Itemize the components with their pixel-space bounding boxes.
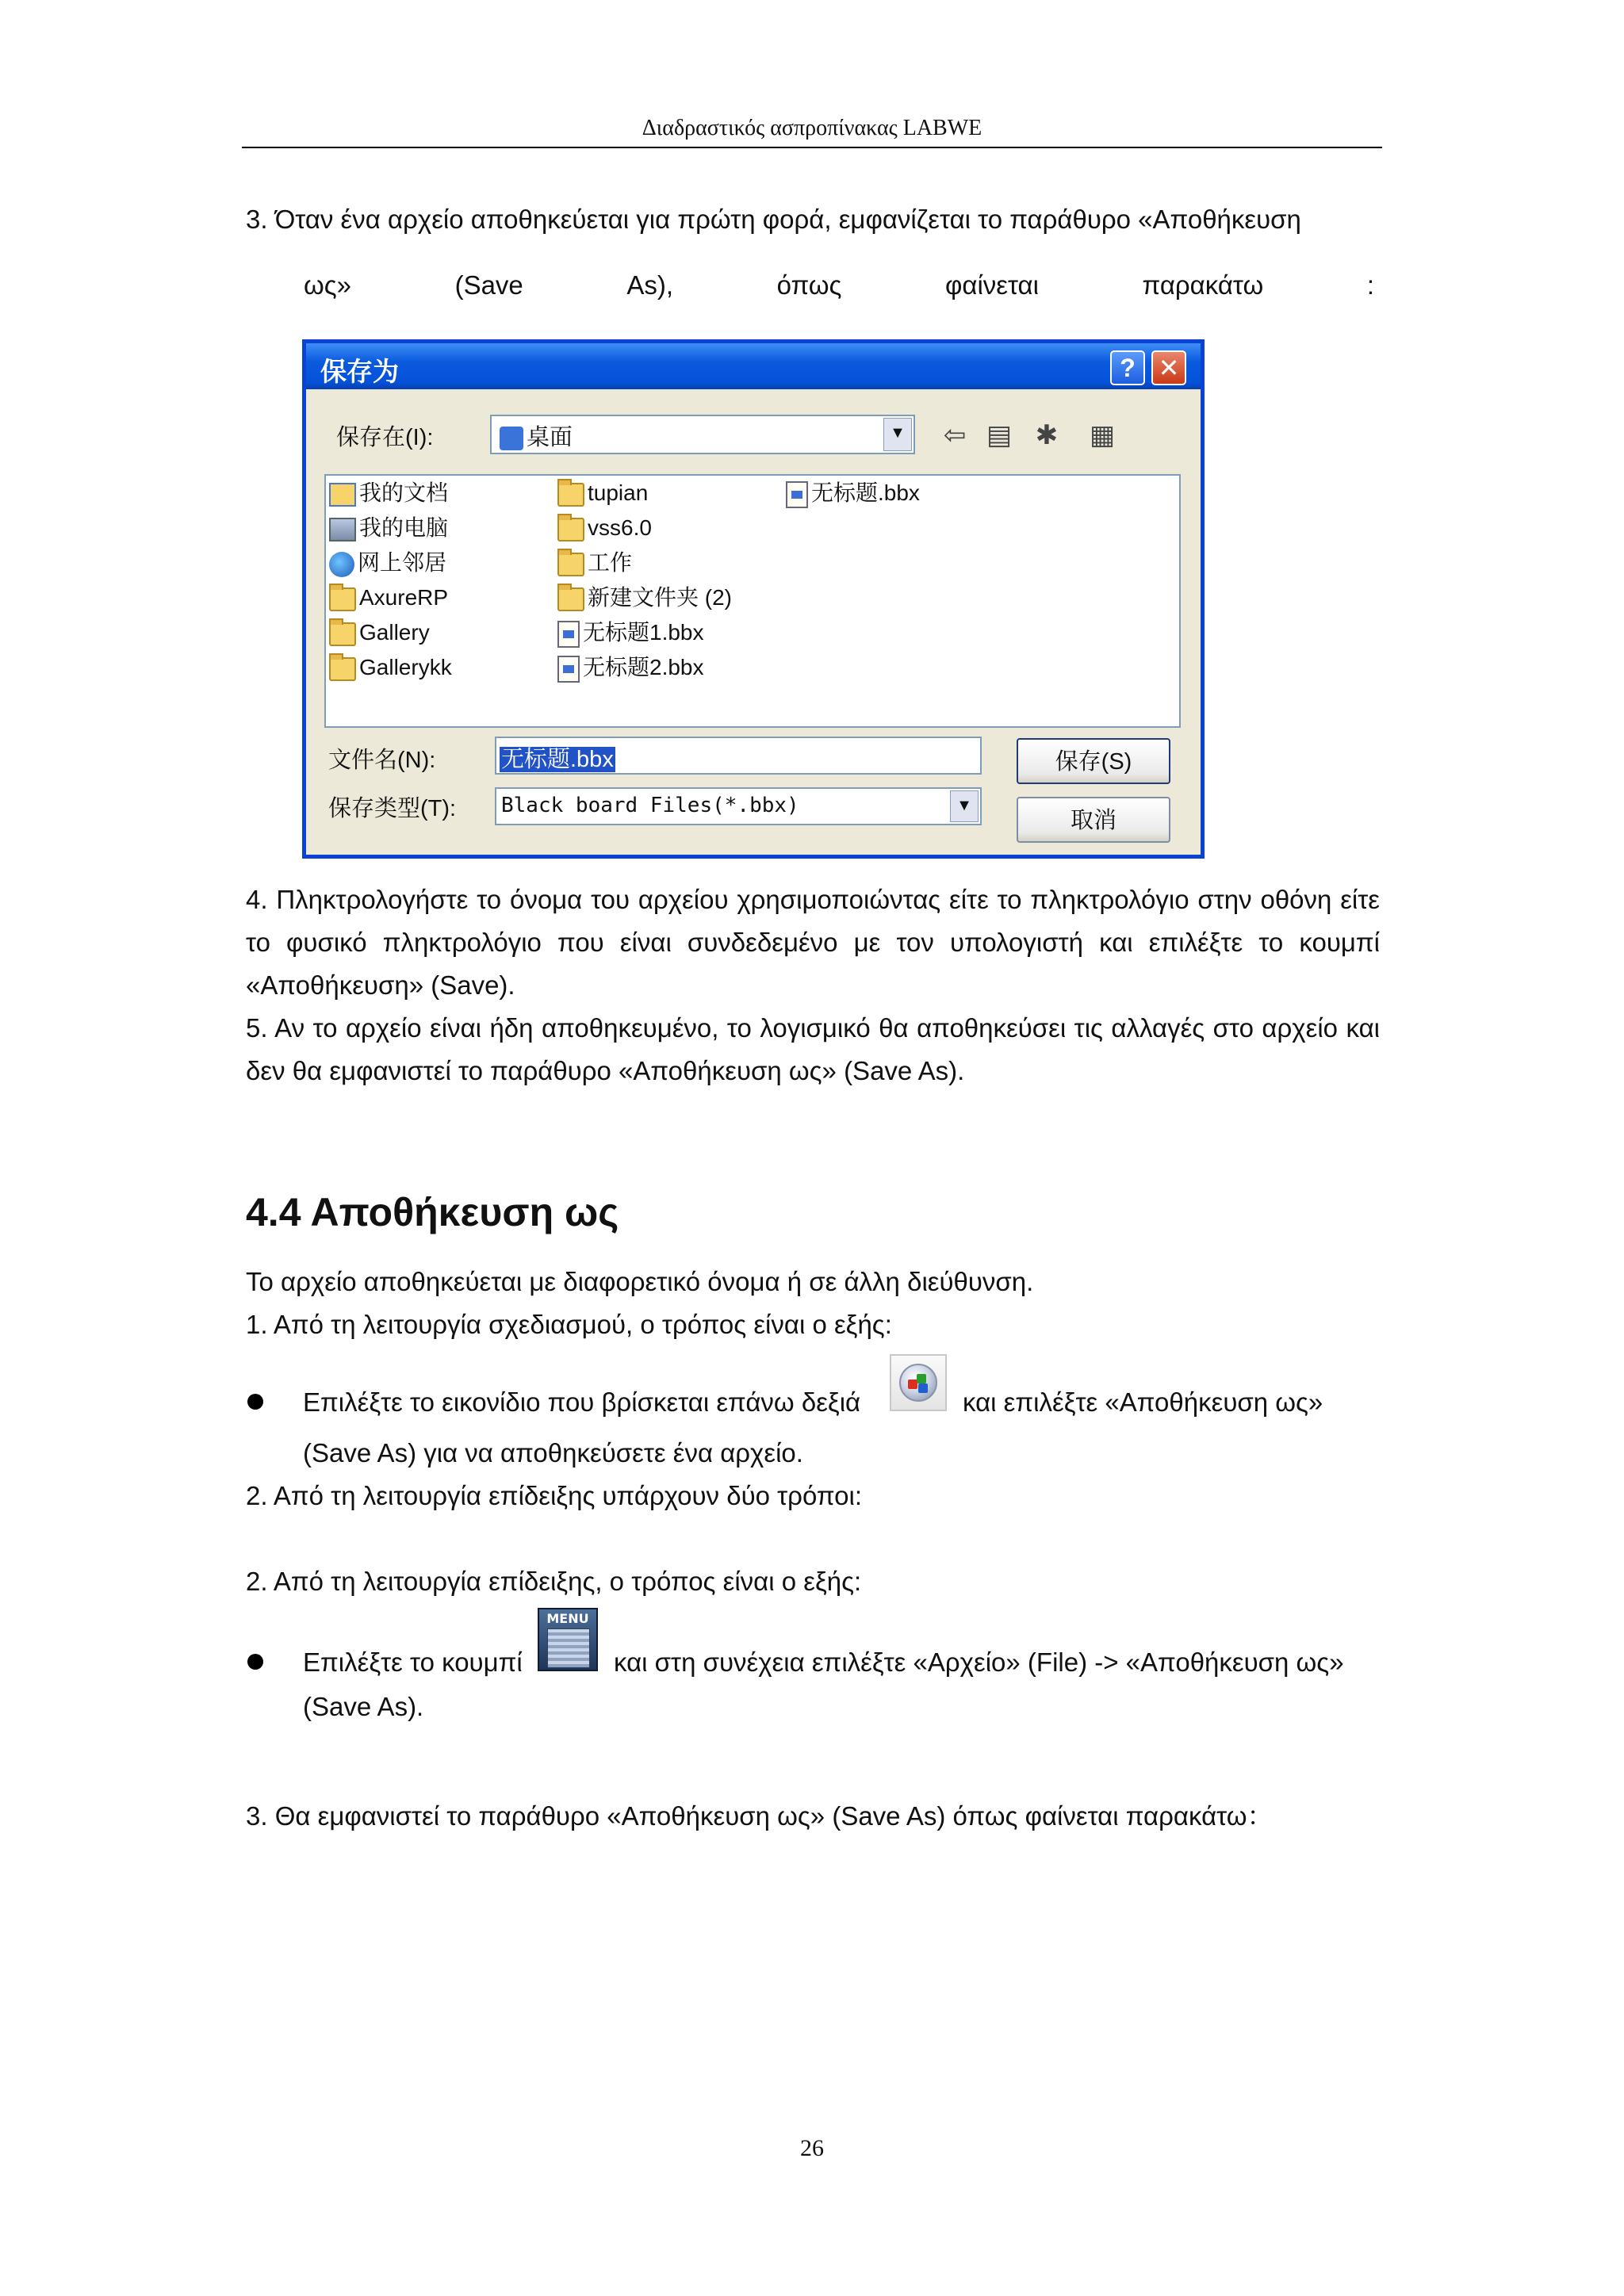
my-documents-icon	[329, 483, 356, 507]
dialog-title: 保存为	[320, 357, 399, 386]
bbx-file-icon	[557, 656, 580, 683]
bullet-dot	[247, 1654, 263, 1670]
list-item[interactable]: 工作	[557, 547, 632, 579]
step5-paragraph: 5. Αν το αρχείο είναι ήδη αποθηκευμένο, το λογισμικό θα αποθηκεύσει τις αλλαγές στο αρχείο και δεν θα εμφανιστεί το παράθυρο «Αποθήκευση ως» (Save As).	[246, 1013, 1380, 1085]
list-item[interactable]: 新建文件夹 (2)	[557, 582, 732, 614]
close-button[interactable]: ✕	[1151, 350, 1186, 385]
network-icon	[329, 552, 354, 577]
word: όπως	[776, 270, 842, 300]
list-item[interactable]: 网上邻居	[329, 547, 446, 579]
view-menu-icon[interactable]: ▦	[1089, 420, 1116, 450]
new-folder-icon[interactable]: ✱	[1035, 420, 1059, 450]
bullet2-line2: (Save As).	[303, 1692, 424, 1721]
file-list	[324, 474, 1181, 728]
folder-icon	[557, 518, 584, 541]
word: φαίνεται	[944, 270, 1039, 300]
save-in-label: 保存在(I):	[336, 425, 434, 450]
step3-line1: 3. Όταν ένα αρχείο αποθηκεύεται για πρώτη φορά, εμφανίζεται το παράθυρο «Αποθήκευση	[246, 205, 1301, 234]
dialog-titlebar	[306, 343, 1201, 389]
step3-line2	[304, 264, 1374, 307]
bullet1-text-start: Επιλέξτε το εικονίδιο που βρίσκεται επάνω δεξιά	[303, 1387, 861, 1417]
save-in-combo[interactable]	[490, 415, 915, 454]
back-icon[interactable]: ⇦	[943, 420, 967, 450]
my-computer-icon	[329, 518, 356, 541]
folder-icon	[329, 622, 356, 646]
design-mode-line: 1. Από τη λειτουργία σχεδιασμού, ο τρόπος είναι ο εξής:	[246, 1310, 892, 1339]
bbx-file-icon	[557, 621, 580, 648]
bullet1-text-end: και επιλέξτε «Αποθήκευση ως»	[963, 1387, 1323, 1417]
save-as-orb-icon	[890, 1354, 947, 1411]
word: παρακάτω	[1142, 270, 1264, 300]
filename-label: 文件名(N):	[328, 748, 436, 773]
bbx-file-icon	[786, 481, 808, 508]
word: (Save	[454, 270, 523, 300]
chevron-down-icon[interactable]: ▼	[950, 790, 979, 822]
word: ως»	[304, 270, 352, 300]
list-item[interactable]: AxureRP	[329, 582, 448, 614]
section-heading: 4.4 Αποθήκευση ως	[246, 1190, 619, 1234]
desktop-icon	[500, 427, 523, 450]
bullet2-text-start: Επιλέξτε το κουμπί	[303, 1647, 523, 1677]
list-item[interactable]: tupian	[557, 477, 648, 509]
help-button[interactable]: ?	[1110, 350, 1145, 385]
filename-field[interactable]	[495, 737, 982, 775]
menu-button-label: MENU	[546, 1611, 589, 1626]
filetype-label: 保存类型(T):	[328, 796, 457, 821]
present-mode-line: 2. Από τη λειτουργία επίδειξης, ο τρόπος είναι ο εξής:	[246, 1567, 862, 1596]
word: :	[1366, 270, 1374, 300]
section-intro: Το αρχείο αποθηκεύεται με διαφορετικό όνομα ή σε άλλη διεύθυνση.	[246, 1267, 1034, 1296]
header-rule	[242, 147, 1382, 148]
list-item[interactable]: 我的文档	[329, 477, 448, 509]
filetype-value: Black board Files(*.bbx)	[501, 794, 799, 817]
bullet-dot	[247, 1394, 263, 1410]
folder-icon	[329, 587, 356, 611]
step4-paragraph: 4. Πληκτρολογήστε το όνομα του αρχείου χρησιμοποιώντας είτε το πληκτρολόγιο στην οθόνη είτε το φυσικό πληκτρολόγιο που είναι συνδεδεμένο με τον υπολογιστή και επιλέξτε το κουμπί «Αποθήκευση» (Save).	[246, 885, 1380, 1000]
cancel-button[interactable]: 取消	[1017, 797, 1170, 843]
folder-icon	[557, 553, 584, 576]
up-folder-icon[interactable]: ▤	[986, 420, 1013, 450]
final-step3-line: 3. Θα εμφανιστεί το παράθυρο «Αποθήκευση ως» (Save As) όπως φαίνεται παρακάτω：	[246, 1801, 1274, 1831]
chevron-down-icon[interactable]: ▼	[883, 418, 912, 451]
list-item[interactable]: vss6.0	[557, 512, 652, 544]
folder-icon	[557, 483, 584, 507]
word: As),	[626, 270, 674, 300]
list-item[interactable]: 无标题.bbx	[786, 477, 920, 509]
save-as-dialog	[302, 339, 1205, 859]
list-item[interactable]: 无标题1.bbx	[557, 617, 704, 649]
present-two-ways-line: 2. Από τη λειτουργία επίδειξης υπάρχουν δύο τρόποι:	[246, 1481, 862, 1510]
list-item[interactable]: Gallerykk	[329, 652, 452, 683]
list-item[interactable]: 无标题2.bbx	[557, 652, 704, 683]
filename-value: 无标题.bbx	[501, 747, 614, 772]
folder-icon	[557, 587, 584, 611]
menu-button-icon	[538, 1608, 598, 1671]
list-item[interactable]: 我的电脑	[329, 512, 448, 544]
list-item[interactable]: Gallery	[329, 617, 430, 649]
page-number: 26	[800, 2135, 824, 2161]
save-in-value: 桌面	[500, 419, 573, 452]
folder-icon	[329, 657, 356, 681]
running-header: Διαδραστικός ασπροπίνακας LABWE	[642, 116, 982, 140]
save-button[interactable]: 保存(S)	[1017, 738, 1170, 784]
bullet1-line2: (Save As) για να αποθηκεύσετε ένα αρχείο.	[303, 1438, 803, 1468]
bullet2-text-end: και στη συνέχεια επιλέξτε «Αρχείο» (File) -> «Αποθήκευση ως»	[614, 1647, 1344, 1677]
filetype-select[interactable]	[495, 787, 982, 825]
